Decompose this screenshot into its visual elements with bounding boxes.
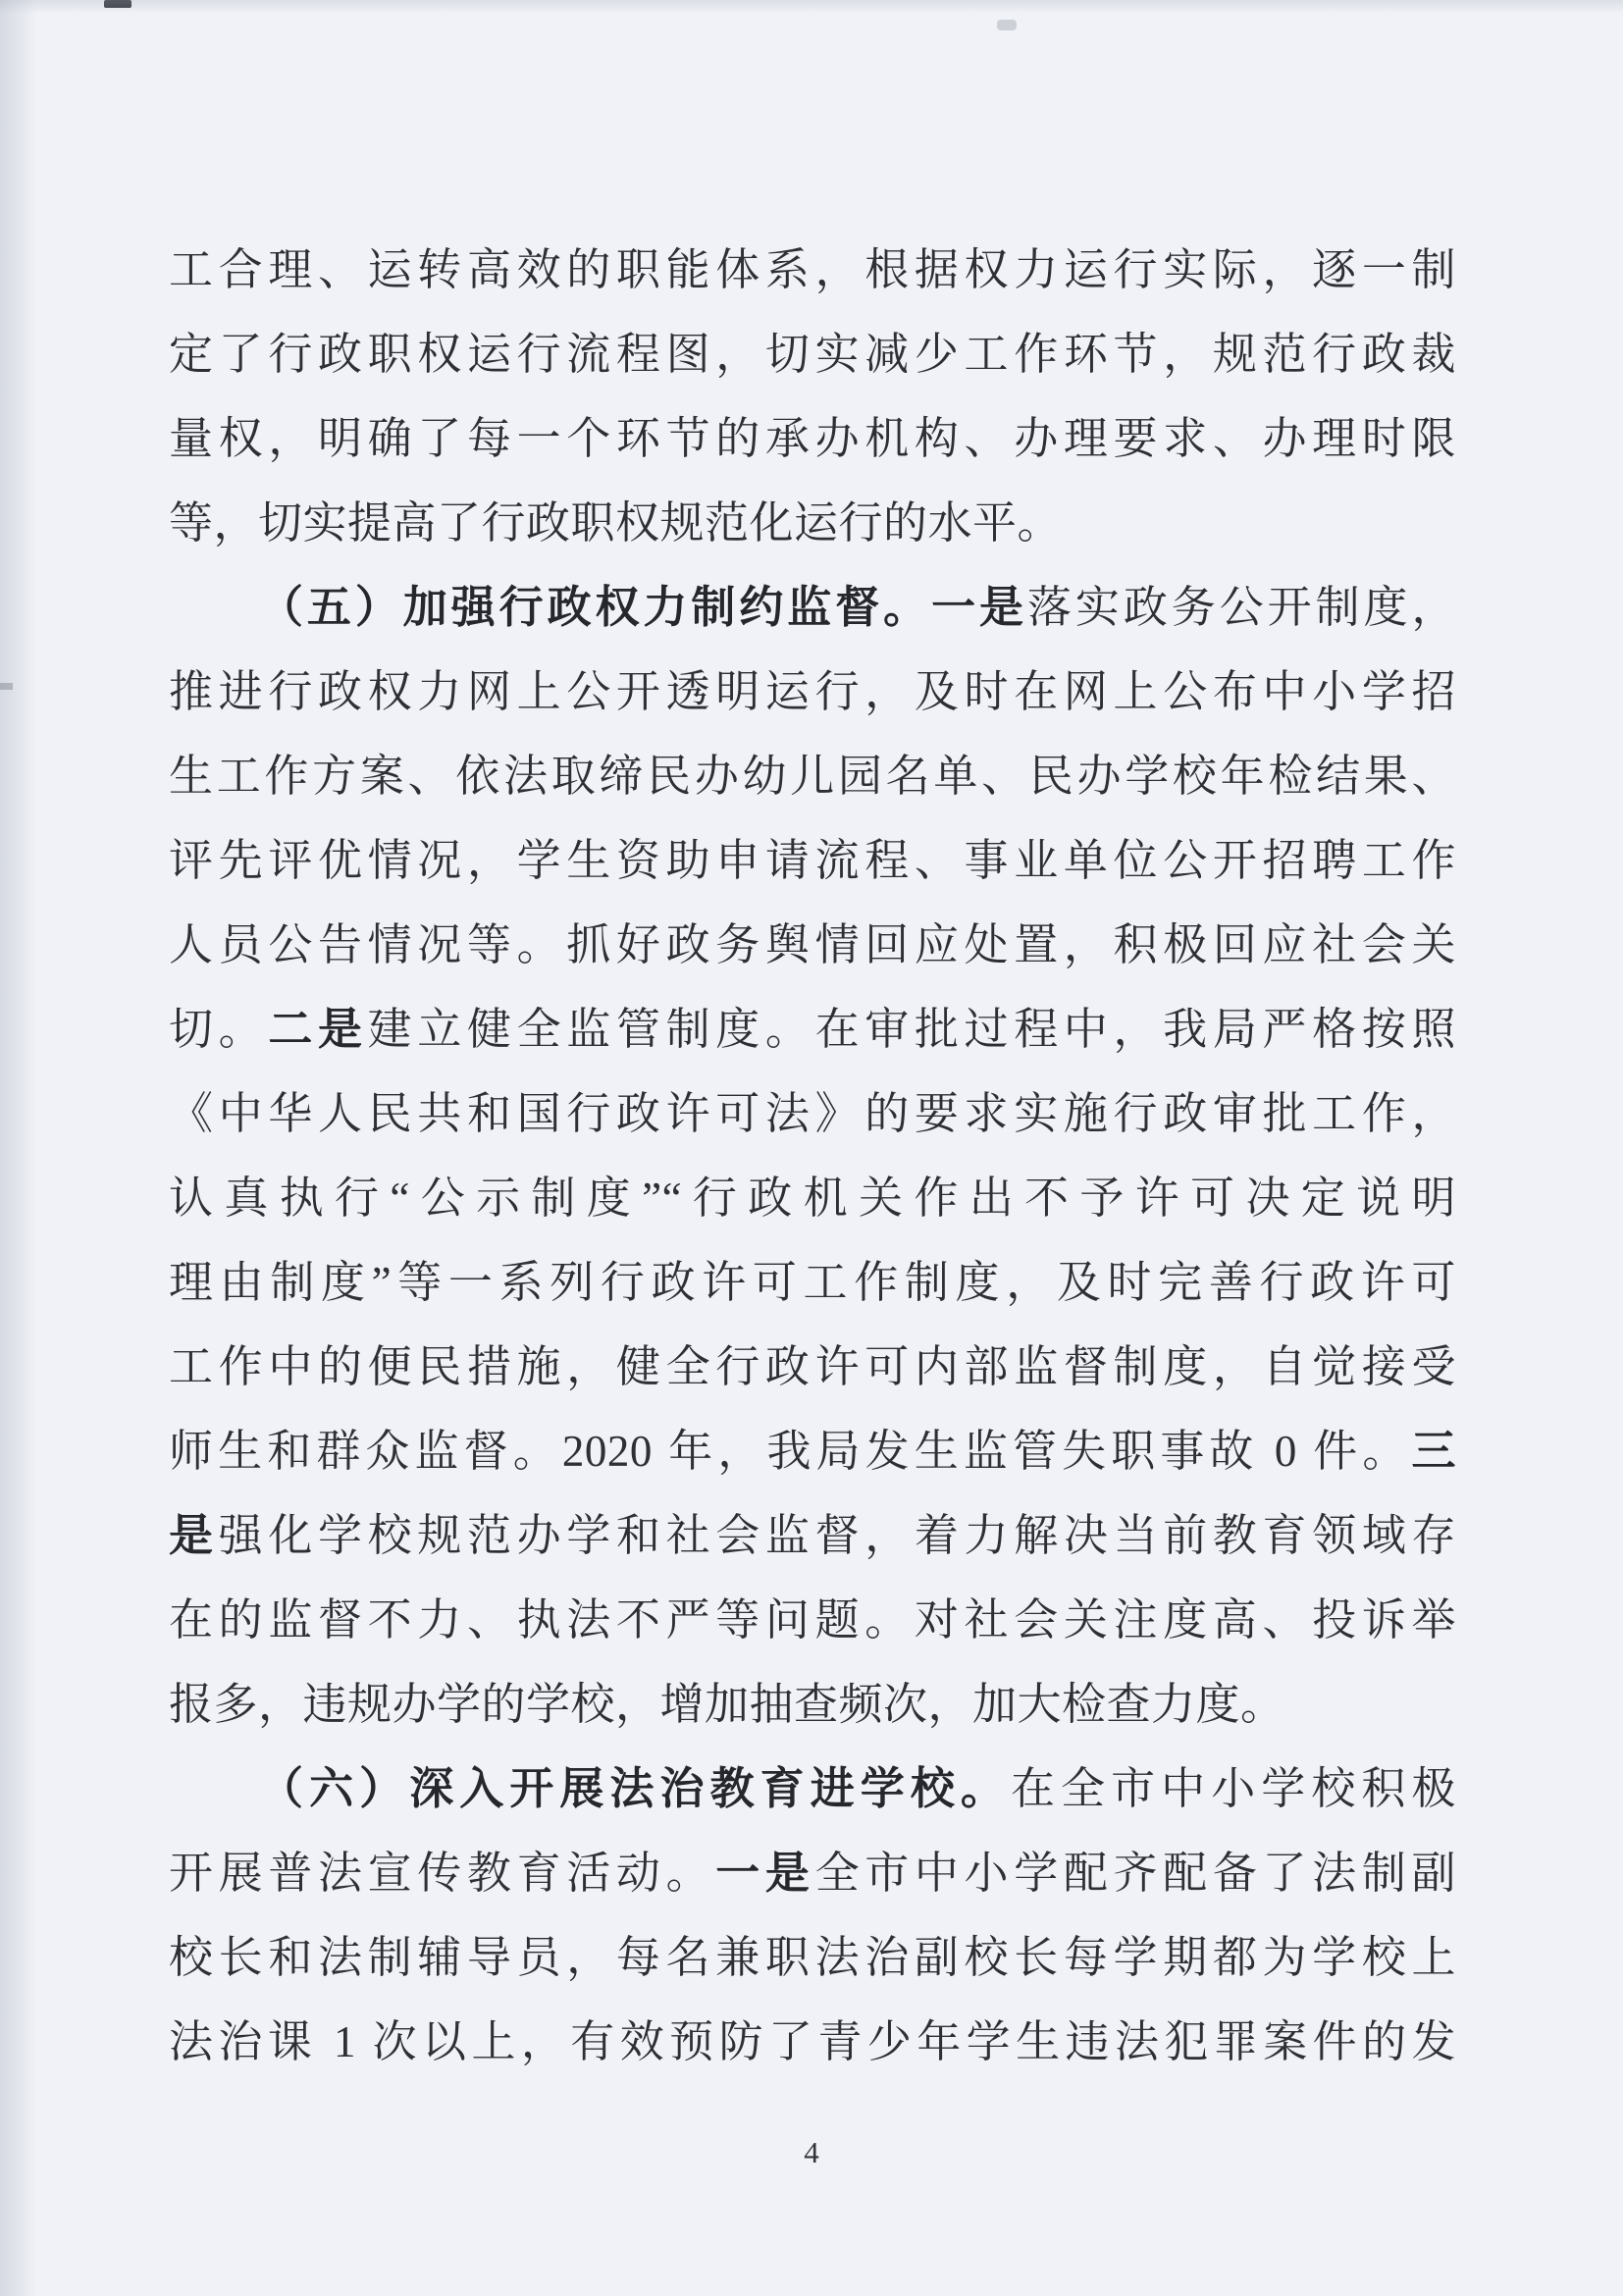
text-line — [169, 481, 1456, 565]
text-run: 等，切实提高了行政职权规范化运行的水平。 — [169, 498, 1063, 548]
text-run: 认真执行“公示制度”“行政机关作出不予许可决定说明 — [169, 1174, 1456, 1223]
text-run: 工作中的便民措施，健全行政许可内部监督制度，自觉接受 — [169, 1342, 1456, 1391]
bold-text-run: 是 — [169, 1511, 219, 1560]
document-body-text — [169, 228, 1456, 2084]
bold-text-run: 二是 — [268, 1005, 368, 1054]
text-run: 切。 — [169, 1005, 269, 1054]
text-run: 人员公告情况等。抓好政务舆情回应处置，积极回应社会关 — [169, 920, 1456, 969]
text-line — [169, 1240, 1456, 1325]
text-run: 报多，违规办学的学校，增加抽查频次，加大检查力度。 — [169, 1680, 1285, 1729]
text-run: 落实政务公开制度， — [1026, 583, 1456, 632]
text-run: 建立健全监管制度。在审批过程中，我局严格按照 — [367, 1005, 1456, 1054]
text-run: 定了行政职权运行流程图，切实减少工作环节，规范行政裁 — [169, 330, 1456, 379]
bold-text-run: 三 — [1411, 1427, 1456, 1476]
text-run: 法治课 1 次以上，有效预防了青少年学生违法犯罪案件的发 — [169, 2017, 1456, 2066]
text-line — [169, 903, 1456, 987]
text-line — [169, 1747, 1456, 1831]
text-line — [169, 987, 1456, 1071]
text-line — [169, 1071, 1456, 1156]
text-line — [169, 1409, 1456, 1493]
text-run: 生工作方案、依法取缔民办幼儿园名单、民办学校年检结果、 — [169, 752, 1456, 801]
text-line — [169, 228, 1456, 312]
text-run: 全市中小学配齐配备了法制副 — [814, 1849, 1456, 1898]
text-line — [169, 1578, 1456, 1662]
scan-artifact-top-center — [997, 20, 1017, 30]
text-line — [169, 396, 1456, 481]
text-run: 量权，明确了每一个环节的承办机构、办理要求、办理时限 — [169, 414, 1456, 463]
text-line — [169, 1325, 1456, 1409]
text-line — [169, 818, 1456, 903]
text-run: 评先评优情况，学生资助申请流程、事业单位公开招聘工作 — [169, 836, 1456, 885]
scan-artifact-top-left — [104, 0, 131, 8]
text-line — [169, 1915, 1456, 2000]
text-line — [169, 734, 1456, 818]
text-line — [169, 1662, 1456, 1747]
bold-text-run: （六）深入开展法治教育进学校。 — [259, 1764, 1011, 1813]
text-run: 在的监督不力、执法不严等问题。对社会关注度高、投诉举 — [169, 1595, 1456, 1644]
text-line — [169, 650, 1456, 734]
text-line — [169, 312, 1456, 396]
bold-text-run: （五）加强行政权力制约监督。一是 — [259, 583, 1027, 632]
text-run: 在全市中小学校积极 — [1010, 1764, 1456, 1813]
text-run: 工合理、运转高效的职能体系，根据权力运行实际，逐一制 — [169, 245, 1456, 294]
text-run: 开展普法宣传教育活动。 — [169, 1849, 716, 1898]
text-run: 《中华人民共和国行政许可法》的要求实施行政审批工作， — [169, 1089, 1456, 1138]
text-line — [169, 1156, 1456, 1240]
text-line — [169, 1493, 1456, 1578]
text-run: 理由制度”等一系列行政许可工作制度，及时完善行政许可 — [169, 1258, 1456, 1307]
bold-text-run: 一是 — [715, 1849, 815, 1898]
text-line — [169, 565, 1456, 650]
page-number: 4 — [804, 2135, 819, 2169]
scan-artifact-left-edge — [0, 683, 13, 690]
text-run: 校长和法制辅导员，每名兼职法治副校长每学期都为学校上 — [169, 1933, 1456, 1982]
text-run: 师生和群众监督。2020 年，我局发生监管失职事故 0 件。 — [169, 1427, 1412, 1476]
text-line — [169, 2000, 1456, 2084]
text-run: 强化学校规范办学和社会监督，着力解决当前教育领域存 — [218, 1511, 1456, 1560]
text-line — [169, 1831, 1456, 1915]
text-run: 推进行政权力网上公开透明运行，及时在网上公布中小学招 — [169, 667, 1456, 716]
